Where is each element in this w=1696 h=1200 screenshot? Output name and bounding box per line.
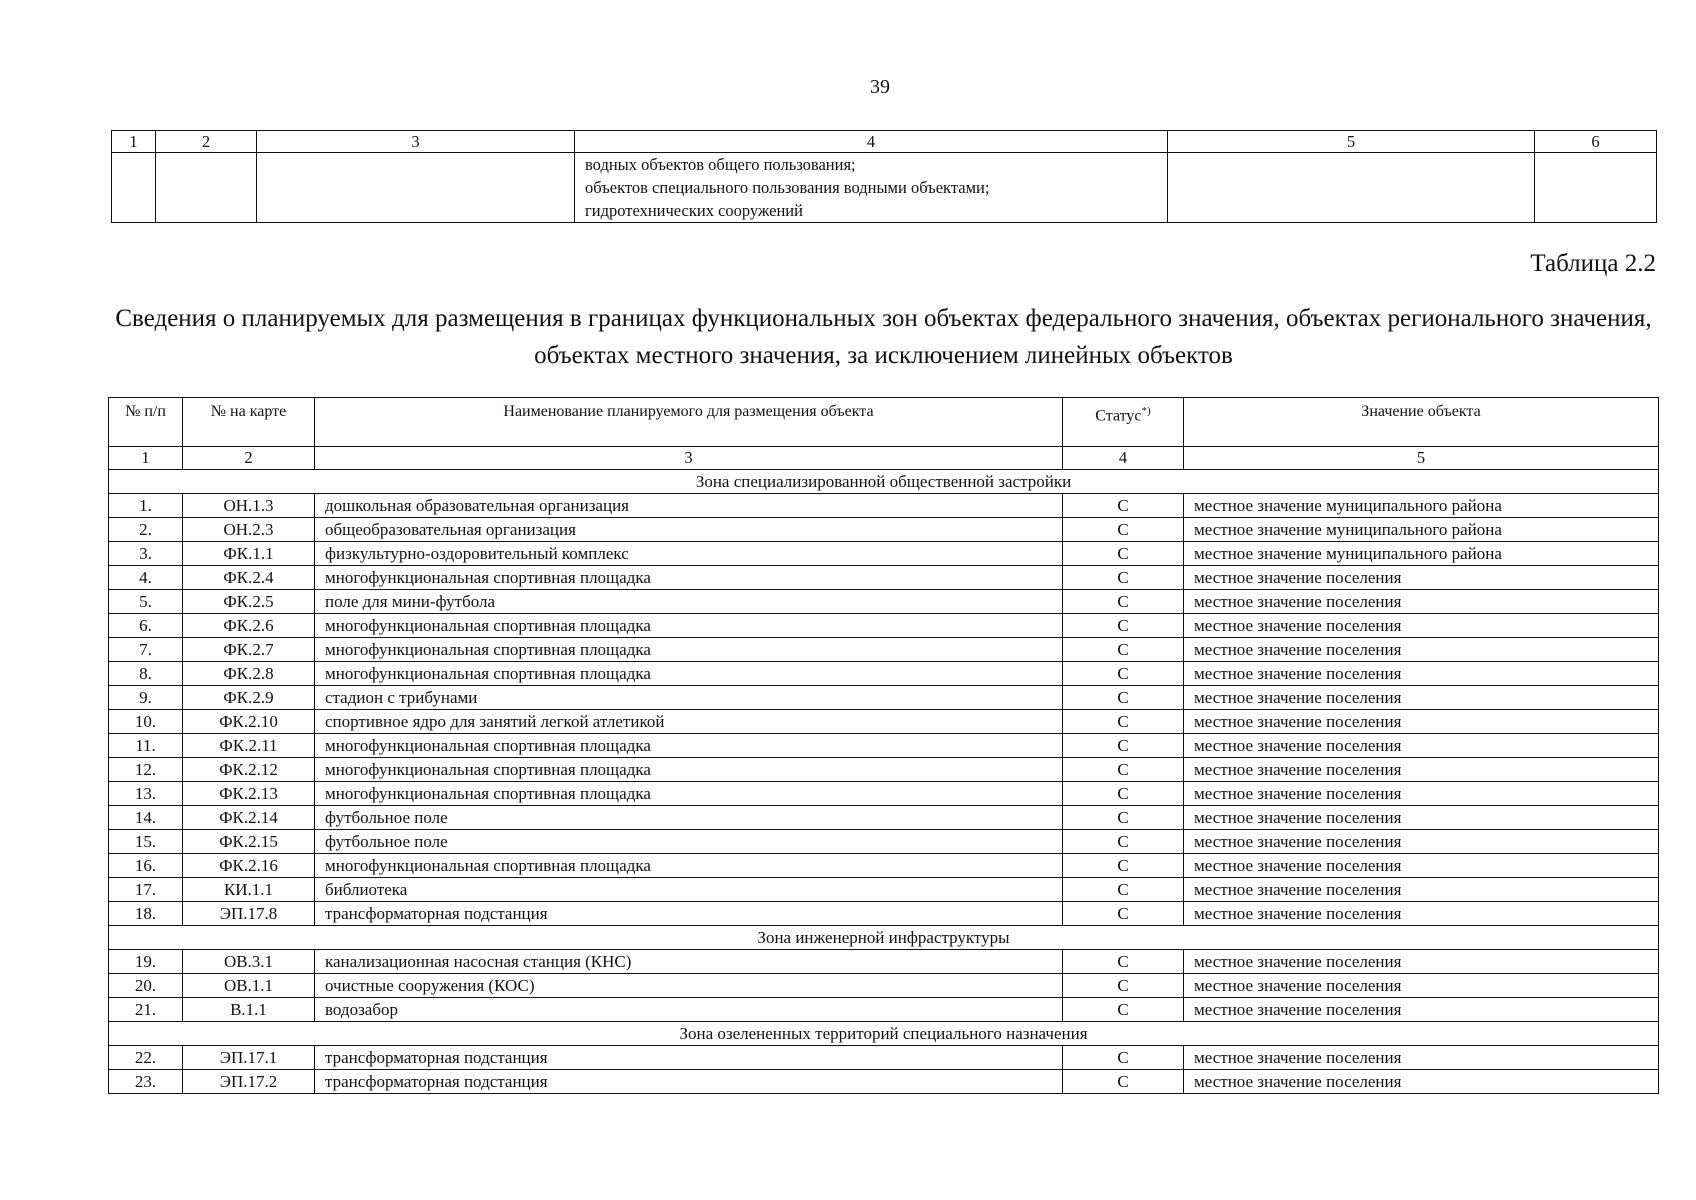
row-number: 6. [109,614,183,638]
header-status-note: *) [1141,405,1151,417]
header-meaning: Значение объекта [1184,398,1659,447]
object-meaning: местное значение муниципального района [1184,494,1659,518]
object-meaning: местное значение поселения [1184,734,1659,758]
continuation-cell [257,153,575,223]
row-number: 9. [109,686,183,710]
row-number: 8. [109,662,183,686]
map-code: ФК.2.8 [183,662,315,686]
status: С [1063,950,1184,974]
zone-row [109,1022,1659,1046]
continuation-line: водных объектов общего пользования; [585,155,856,174]
header-status-label: Статус [1095,407,1142,425]
table-title: Сведения о планируемых для размещения в границах функциональных зон объектах федерального значения, объектах регионального значения, объектах местного значения, за исключением линейных объектов [115,305,1652,369]
objects-table [108,397,1659,1094]
table-row [109,902,1659,926]
table-row [109,998,1659,1022]
table-row [109,806,1659,830]
header-map: № на карте [183,398,315,447]
zone-row [109,926,1659,950]
continuation-header-cell: 5 [1168,131,1535,153]
map-code: ОН.2.3 [183,518,315,542]
header-num: № п/п [109,398,183,447]
map-code: ФК.2.11 [183,734,315,758]
object-meaning: местное значение поселения [1184,902,1659,926]
object-meaning: местное значение поселения [1184,782,1659,806]
status: С [1063,974,1184,998]
object-meaning: местное значение муниципального района [1184,542,1659,566]
object-meaning: местное значение поселения [1184,758,1659,782]
continuation-header-cell: 3 [257,131,575,153]
object-name: трансформаторная подстанция [315,1070,1063,1094]
table-row [109,662,1659,686]
row-number: 21. [109,998,183,1022]
object-name: многофункциональная спортивная площадка [315,782,1063,806]
status: С [1063,854,1184,878]
status: С [1063,638,1184,662]
object-meaning: местное значение поселения [1184,974,1659,998]
table-row [109,590,1659,614]
map-code: ФК.2.12 [183,758,315,782]
object-meaning: местное значение поселения [1184,686,1659,710]
table-row [109,878,1659,902]
table-row [109,518,1659,542]
object-name: многофункциональная спортивная площадка [315,734,1063,758]
status: С [1063,710,1184,734]
object-name: многофункциональная спортивная площадка [315,854,1063,878]
column-number: 1 [109,447,183,470]
continuation-header-cell: 4 [575,131,1168,153]
continuation-header-cell: 6 [1535,131,1657,153]
continuation-body-row [112,153,1657,223]
continuation-cell [1168,153,1535,223]
object-name: футбольное поле [315,830,1063,854]
table-row [109,854,1659,878]
map-code: ФК.1.1 [183,542,315,566]
map-code: ФК.2.13 [183,782,315,806]
row-number: 11. [109,734,183,758]
continuation-header-cell: 1 [112,131,156,153]
table-row [109,1046,1659,1070]
table-row [109,974,1659,998]
object-meaning: местное значение поселения [1184,566,1659,590]
status: С [1063,614,1184,638]
object-name: трансформаторная подстанция [315,1046,1063,1070]
continuation-line: гидротехнических сооружений [585,201,803,220]
status: С [1063,542,1184,566]
column-number: 5 [1184,447,1659,470]
continuation-table [111,130,1657,223]
object-meaning: местное значение поселения [1184,1046,1659,1070]
row-number: 14. [109,806,183,830]
object-name: многофункциональная спортивная площадка [315,758,1063,782]
map-code: ФК.2.6 [183,614,315,638]
map-code: ФК.2.9 [183,686,315,710]
table-row [109,638,1659,662]
column-number-row [109,447,1659,470]
object-name: спортивное ядро для занятий легкой атлетикой [315,710,1063,734]
row-number: 7. [109,638,183,662]
table-row [109,686,1659,710]
row-number: 16. [109,854,183,878]
continuation-text-cell [575,153,1168,223]
object-meaning: местное значение поселения [1184,830,1659,854]
map-code: ЭП.17.8 [183,902,315,926]
table-row [109,710,1659,734]
zone-title: Зона озелененных территорий специального назначения [109,1022,1659,1046]
map-code: ОН.1.3 [183,494,315,518]
object-name: дошкольная образовательная организация [315,494,1063,518]
map-code: ЭП.17.2 [183,1070,315,1094]
map-code: ФК.2.16 [183,854,315,878]
status: С [1063,806,1184,830]
map-code: ФК.2.10 [183,710,315,734]
table-row [109,1070,1659,1094]
row-number: 23. [109,1070,183,1094]
object-name: многофункциональная спортивная площадка [315,566,1063,590]
continuation-cell [1535,153,1657,223]
object-meaning: местное значение поселения [1184,662,1659,686]
map-code: В.1.1 [183,998,315,1022]
row-number: 2. [109,518,183,542]
status: С [1063,1070,1184,1094]
row-number: 1. [109,494,183,518]
table-row [109,950,1659,974]
object-name: многофункциональная спортивная площадка [315,638,1063,662]
row-number: 18. [109,902,183,926]
row-number: 17. [109,878,183,902]
object-meaning: местное значение поселения [1184,878,1659,902]
object-meaning: местное значение поселения [1184,638,1659,662]
object-name: общеобразовательная организация [315,518,1063,542]
status: С [1063,566,1184,590]
header-status [1063,398,1184,447]
object-meaning: местное значение поселения [1184,854,1659,878]
object-name: библиотека [315,878,1063,902]
status: С [1063,998,1184,1022]
status: С [1063,830,1184,854]
continuation-header-row [112,131,1657,153]
object-meaning: местное значение поселения [1184,614,1659,638]
zone-title: Зона инженерной инфраструктуры [109,926,1659,950]
zone-title: Зона специализированной общественной застройки [109,470,1659,494]
row-number: 22. [109,1046,183,1070]
row-number: 20. [109,974,183,998]
row-number: 19. [109,950,183,974]
object-name: футбольное поле [315,806,1063,830]
page-number: 39 [870,76,890,98]
object-meaning: местное значение поселения [1184,950,1659,974]
object-name: трансформаторная подстанция [315,902,1063,926]
continuation-header-cell: 2 [156,131,257,153]
continuation-cell [112,153,156,223]
object-name: многофункциональная спортивная площадка [315,614,1063,638]
map-code: ОВ.1.1 [183,974,315,998]
continuation-cell [156,153,257,223]
table-header-row [109,398,1659,447]
status: С [1063,782,1184,806]
continuation-line: объектов специального пользования водными объектами; [585,178,990,197]
object-meaning: местное значение поселения [1184,806,1659,830]
status: С [1063,494,1184,518]
row-number: 10. [109,710,183,734]
object-name: водозабор [315,998,1063,1022]
object-name: очистные сооружения (КОС) [315,974,1063,998]
row-number: 13. [109,782,183,806]
table-row [109,830,1659,854]
object-name: физкультурно-оздоровительный комплекс [315,542,1063,566]
table-row [109,494,1659,518]
object-name: многофункциональная спортивная площадка [315,662,1063,686]
object-name: канализационная насосная станция (КНС) [315,950,1063,974]
table-row [109,758,1659,782]
map-code: ФК.2.7 [183,638,315,662]
status: С [1063,590,1184,614]
table-number: Таблица 2.2 [1530,250,1656,277]
zone-row [109,470,1659,494]
row-number: 15. [109,830,183,854]
status: С [1063,758,1184,782]
row-number: 5. [109,590,183,614]
object-meaning: местное значение поселения [1184,710,1659,734]
object-meaning: местное значение муниципального района [1184,518,1659,542]
object-meaning: местное значение поселения [1184,1070,1659,1094]
status: С [1063,734,1184,758]
map-code: КИ.1.1 [183,878,315,902]
table-row [109,614,1659,638]
status: С [1063,902,1184,926]
column-number: 3 [315,447,1063,470]
object-meaning: местное значение поселения [1184,998,1659,1022]
status: С [1063,878,1184,902]
table-row [109,734,1659,758]
object-name: стадион с трибунами [315,686,1063,710]
status: С [1063,518,1184,542]
object-name: поле для мини-футбола [315,590,1063,614]
status: С [1063,662,1184,686]
status: С [1063,686,1184,710]
table-row [109,782,1659,806]
map-code: ФК.2.4 [183,566,315,590]
map-code: ЭП.17.1 [183,1046,315,1070]
table-row [109,542,1659,566]
table-row [109,566,1659,590]
column-number: 4 [1063,447,1184,470]
map-code: ОВ.3.1 [183,950,315,974]
map-code: ФК.2.14 [183,806,315,830]
row-number: 4. [109,566,183,590]
map-code: ФК.2.15 [183,830,315,854]
header-name: Наименование планируемого для размещения объекта [315,398,1063,447]
row-number: 3. [109,542,183,566]
row-number: 12. [109,758,183,782]
status: С [1063,1046,1184,1070]
column-number: 2 [183,447,315,470]
object-meaning: местное значение поселения [1184,590,1659,614]
map-code: ФК.2.5 [183,590,315,614]
